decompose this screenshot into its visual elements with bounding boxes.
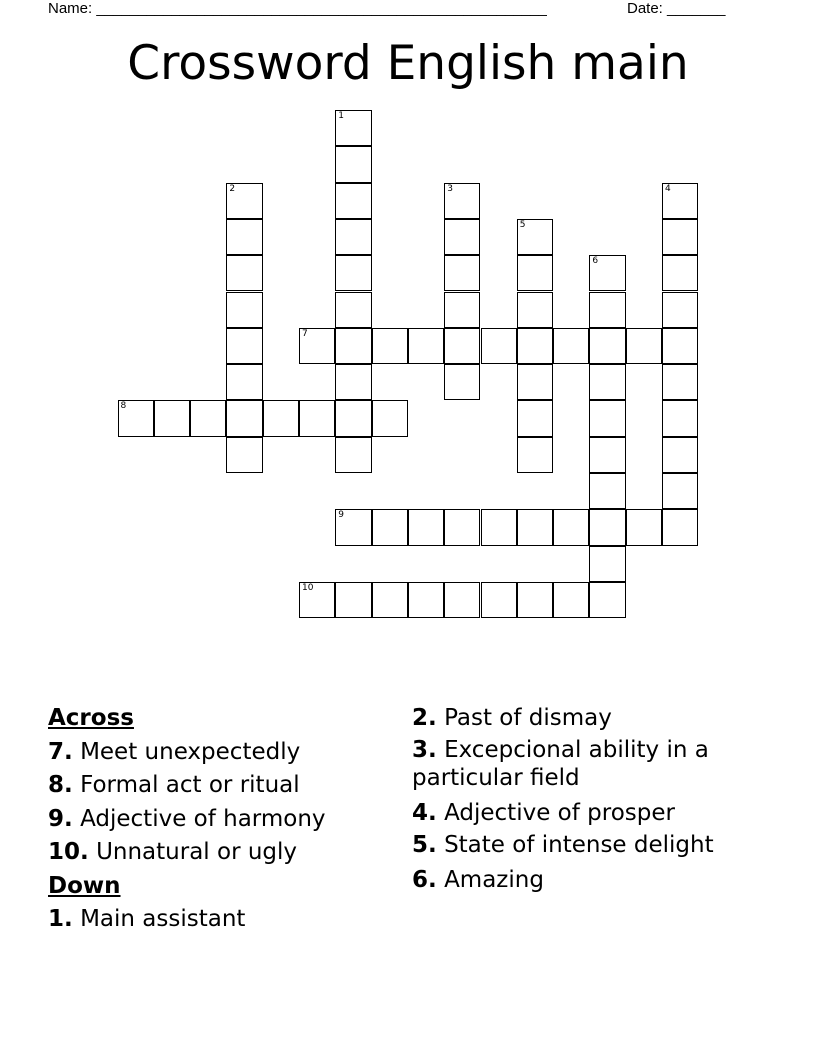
grid-cell (226, 255, 262, 291)
grid-cell (335, 255, 371, 291)
clue-across-7 (48, 736, 398, 770)
date-blank: _______ (667, 0, 726, 17)
grid-cell (553, 509, 589, 545)
grid-cell (335, 364, 371, 400)
clue-across-10 (48, 836, 398, 870)
clue-text: State of intense delight (444, 831, 714, 858)
clue-down-4 (412, 797, 752, 831)
clue-down-1 (48, 903, 398, 937)
grid-cell (444, 183, 480, 219)
clue-text: Amazing (444, 867, 544, 893)
grid-cell (626, 328, 662, 364)
grid-cell (517, 400, 553, 436)
grid-cell (662, 400, 698, 436)
clue-down-5 (412, 831, 752, 859)
clues-column-right (412, 702, 752, 898)
grid-cell (226, 219, 262, 255)
grid-cell (226, 292, 262, 328)
grid-cell (662, 437, 698, 473)
grid-cell (408, 328, 444, 364)
down-heading: Down (48, 872, 121, 899)
grid-cell (662, 328, 698, 364)
grid-cell (444, 582, 480, 618)
grid-cell (372, 582, 408, 618)
clue-number: 2. (412, 705, 437, 731)
grid-cell (517, 582, 553, 618)
clue-down-2 (412, 702, 752, 736)
grid-cell (226, 328, 262, 364)
grid-cell (335, 509, 371, 545)
grid-cell (481, 509, 517, 545)
grid-cell (408, 509, 444, 545)
grid-cell (335, 292, 371, 328)
grid-cell (517, 364, 553, 400)
clue-text: Main assistant (80, 906, 246, 932)
clue-across-9 (48, 803, 398, 837)
grid-cell (335, 110, 371, 146)
clue-across-8 (48, 769, 398, 803)
cell-number: 10 (302, 582, 314, 593)
name-blank: ______________________________________________________ (96, 0, 547, 17)
cell-number: 1 (338, 111, 345, 121)
grid-cell (517, 219, 553, 255)
clue-text: Unnatural or ugly (96, 839, 298, 865)
grid-cell (553, 582, 589, 618)
grid-cell (517, 328, 553, 364)
grid-cell (299, 582, 335, 618)
clue-text: Excepcional ability in a particular field (412, 736, 709, 791)
grid-cell (154, 400, 190, 436)
grid-cell (335, 219, 371, 255)
clue-number: 3. (412, 736, 437, 763)
grid-cell (662, 183, 698, 219)
grid-cell (589, 292, 625, 328)
grid-cell (299, 328, 335, 364)
grid-cell (444, 219, 480, 255)
date-label: Date: (627, 0, 663, 17)
clue-text: Formal act or ritual (80, 772, 300, 798)
cell-number: 9 (338, 510, 345, 521)
grid-cell (335, 183, 371, 219)
grid-cell (481, 582, 517, 618)
name-label: Name: (48, 0, 93, 17)
grid-cell (372, 328, 408, 364)
grid-cell (589, 582, 625, 618)
clue-number: 10. (48, 839, 89, 865)
grid-cell (372, 509, 408, 545)
grid-cell (226, 364, 262, 400)
grid-cell (589, 255, 625, 291)
grid-cell (589, 400, 625, 436)
grid-cell (335, 328, 371, 364)
grid-cell (517, 292, 553, 328)
grid-cell (335, 437, 371, 473)
grid-cell (626, 509, 662, 545)
grid-cell (444, 292, 480, 328)
page-title: Crossword English main (127, 36, 689, 91)
grid-cell (589, 546, 625, 582)
cell-number: 3 (447, 183, 453, 194)
clues-column-left (48, 702, 398, 937)
grid-cell (589, 437, 625, 473)
grid-cell (408, 582, 444, 618)
grid-cell (553, 328, 589, 364)
clue-down-6 (412, 864, 752, 898)
grid-cell (299, 400, 335, 436)
grid-cell (226, 437, 262, 473)
grid-cell (481, 328, 517, 364)
grid-cell (517, 437, 553, 473)
grid-cell (589, 509, 625, 545)
clue-number: 1. (48, 906, 73, 932)
clue-text: Adjective of prosper (444, 800, 675, 826)
clue-number: 8. (48, 772, 73, 798)
grid-cell (226, 400, 262, 436)
clue-number: 7. (48, 738, 73, 765)
grid-cell (662, 292, 698, 328)
grid-cell (662, 509, 698, 545)
clue-number: 9. (48, 805, 73, 832)
cell-number: 4 (665, 183, 671, 194)
cell-number: 7 (302, 328, 308, 339)
clue-number: 5. (412, 831, 437, 858)
across-heading: Across (48, 705, 134, 731)
clue-text: Meet unexpectedly (80, 738, 301, 765)
grid-cell (662, 255, 698, 291)
grid-cell (662, 219, 698, 255)
grid-cell (335, 582, 371, 618)
clue-number: 4. (412, 800, 437, 826)
grid-cell (517, 509, 553, 545)
grid-cell (662, 473, 698, 509)
grid-cell (444, 364, 480, 400)
grid-cell (263, 400, 299, 436)
clue-text: Past of dismay (444, 705, 612, 731)
clue-number: 6. (412, 867, 437, 893)
grid-cell (589, 473, 625, 509)
cell-number: 6 (592, 256, 599, 267)
grid-cell (444, 328, 480, 364)
grid-cell (589, 364, 625, 400)
clue-text: Adjective of harmony (80, 805, 326, 832)
clue-down-3 (412, 736, 752, 792)
grid-cell (517, 255, 553, 291)
grid-cell (662, 364, 698, 400)
grid-cell (444, 509, 480, 545)
grid-cell (444, 255, 480, 291)
cell-number: 5 (519, 219, 526, 230)
grid-cell (226, 183, 262, 219)
grid-cell (372, 400, 408, 436)
grid-cell (335, 400, 371, 436)
grid-cell (118, 400, 154, 436)
grid-cell (190, 400, 226, 436)
grid-cell (335, 146, 371, 182)
cell-number: 2 (229, 183, 236, 194)
cell-number: 8 (120, 401, 127, 412)
grid-cell (589, 328, 625, 364)
